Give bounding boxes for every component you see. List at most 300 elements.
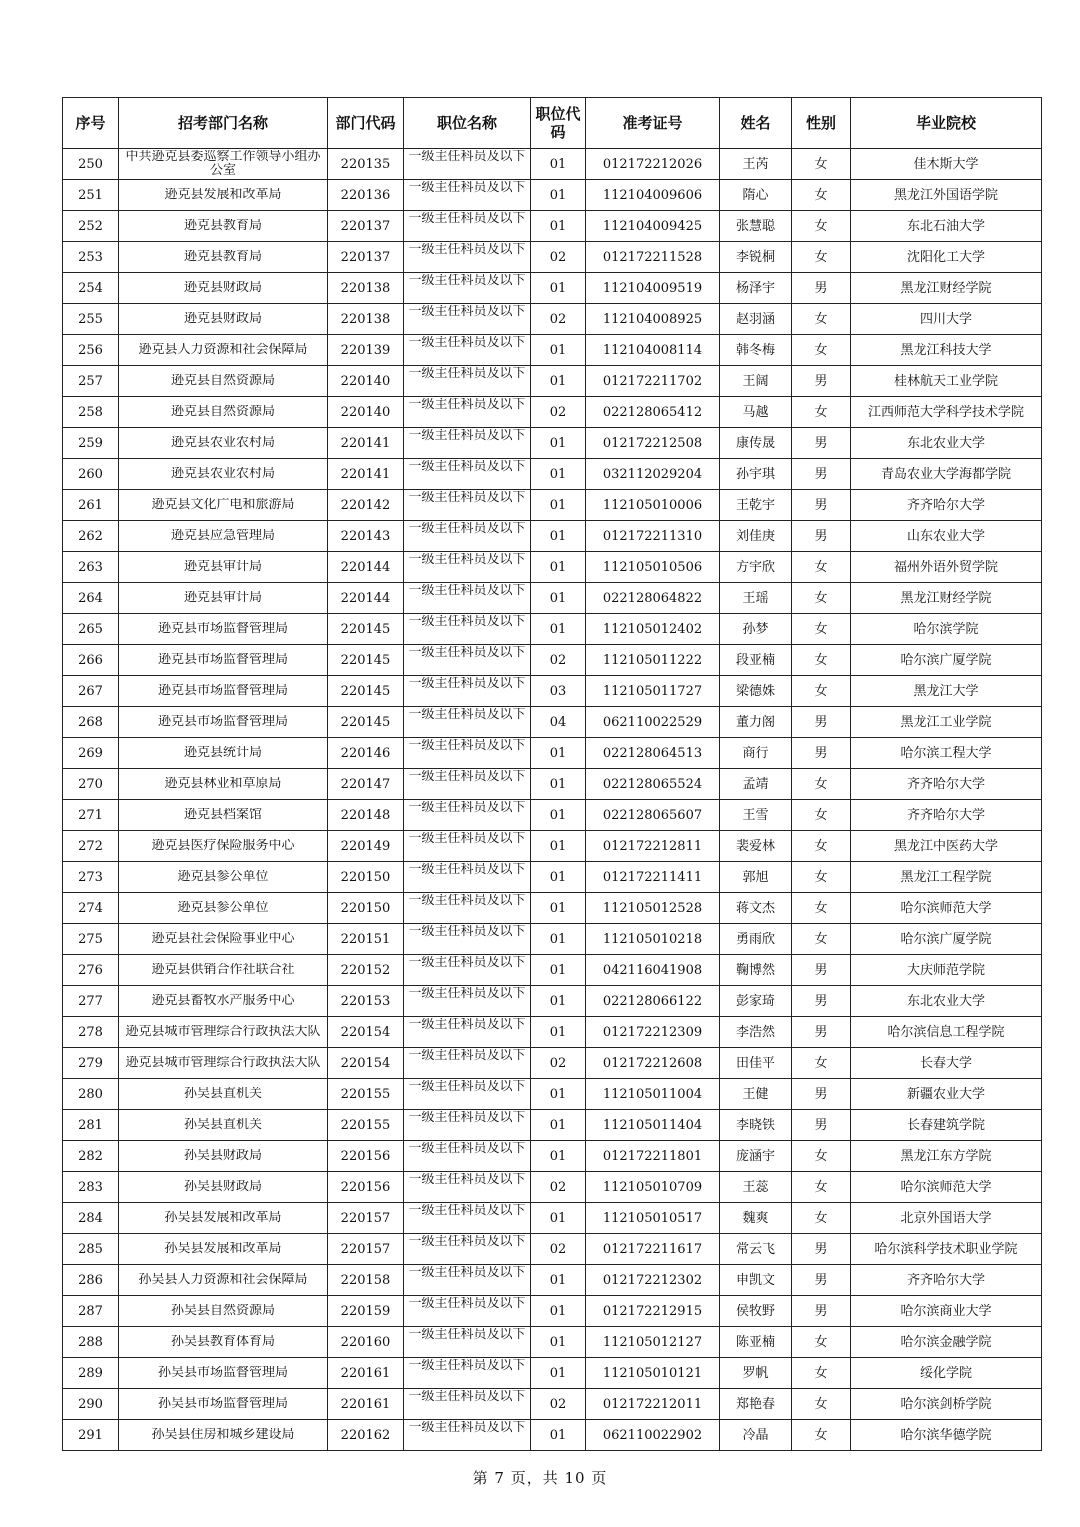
cell-dept-code bbox=[328, 149, 404, 180]
cell-exam-id bbox=[586, 645, 720, 676]
cell-school-text: 哈尔滨信息工程学院 bbox=[887, 1024, 1005, 1040]
cell-dept-name-text: 孙吴县人力资源和社会保障局 bbox=[138, 1273, 308, 1287]
cell-school bbox=[851, 645, 1042, 676]
cell-dept-code-text: 220153 bbox=[340, 993, 391, 1009]
cell-name-text: 孟靖 bbox=[742, 776, 769, 792]
table-row bbox=[63, 1048, 1042, 1079]
cell-position-name-text: 一级主任科员及以下 bbox=[408, 1018, 526, 1032]
cell-exam-id-text: 022128065607 bbox=[602, 807, 703, 823]
cell-position-name bbox=[404, 552, 531, 583]
cell-position-code-text: 03 bbox=[549, 683, 567, 699]
cell-school bbox=[851, 769, 1042, 800]
cell-name-text: 李浩然 bbox=[735, 1024, 775, 1040]
cell-gender bbox=[792, 459, 851, 490]
cell-position-code bbox=[531, 1141, 586, 1172]
cell-school-text: 黑龙江大学 bbox=[913, 683, 979, 699]
cell-name bbox=[720, 490, 792, 521]
cell-position-name-text: 一级主任科员及以下 bbox=[408, 1359, 526, 1373]
cell-dept-code-text: 220140 bbox=[340, 404, 391, 420]
cell-school-text: 哈尔滨金融学院 bbox=[900, 1334, 992, 1350]
table-row bbox=[63, 862, 1042, 893]
cell-dept-name-text: 孙吴县住房和城乡建设局 bbox=[151, 1428, 295, 1442]
col-header-dept-name: 招考部门名称 bbox=[119, 98, 328, 149]
cell-position-name bbox=[404, 1110, 531, 1141]
cell-gender bbox=[792, 955, 851, 986]
cell-position-name bbox=[404, 893, 531, 924]
cell-position-code bbox=[531, 676, 586, 707]
cell-name bbox=[720, 583, 792, 614]
cell-school-text: 福州外语外贸学院 bbox=[893, 559, 998, 575]
cell-exam-id-text: 112105011404 bbox=[602, 1117, 703, 1133]
cell-name bbox=[720, 1048, 792, 1079]
cell-school bbox=[851, 1079, 1042, 1110]
cell-dept-name-text: 逊克县统计局 bbox=[183, 746, 262, 760]
cell-name-text: 常云飞 bbox=[735, 1241, 775, 1257]
col-header-exam-id: 准考证号 bbox=[586, 98, 720, 149]
cell-dept-name-text: 逊克县市场监督管理局 bbox=[157, 684, 288, 698]
cell-position-name bbox=[404, 583, 531, 614]
cell-position-name bbox=[404, 738, 531, 769]
cell-exam-id-text: 112104009425 bbox=[602, 218, 703, 234]
cell-name bbox=[720, 1327, 792, 1358]
cell-school-text: 哈尔滨科学技术职业学院 bbox=[874, 1241, 1018, 1257]
cell-name bbox=[720, 180, 792, 211]
cell-exam-id bbox=[586, 1265, 720, 1296]
cell-position-code bbox=[531, 1203, 586, 1234]
cell-dept-code bbox=[328, 180, 404, 211]
cell-gender bbox=[792, 1234, 851, 1265]
table-row bbox=[63, 769, 1042, 800]
cell-school bbox=[851, 180, 1042, 211]
cell-position-name bbox=[404, 397, 531, 428]
cell-name bbox=[720, 769, 792, 800]
cell-position-code-text: 01 bbox=[549, 931, 567, 947]
cell-position-name bbox=[404, 645, 531, 676]
cell-position-code bbox=[531, 1420, 586, 1451]
cell-name-text: 董力阁 bbox=[735, 714, 775, 730]
cell-seq-text: 285 bbox=[78, 1241, 103, 1257]
cell-name-text: 段亚楠 bbox=[735, 652, 775, 668]
cell-dept-code bbox=[328, 893, 404, 924]
cell-position-name-text: 一级主任科员及以下 bbox=[408, 584, 526, 598]
cell-dept-code-text: 220150 bbox=[340, 900, 391, 916]
cell-position-name-text: 一级主任科员及以下 bbox=[408, 1080, 526, 1094]
cell-exam-id-text: 022128064513 bbox=[602, 745, 703, 761]
cell-gender-text: 女 bbox=[814, 776, 828, 792]
cell-dept-name bbox=[119, 1017, 328, 1048]
cell-position-code-text: 01 bbox=[549, 1117, 567, 1133]
cell-school-text: 北京外国语大学 bbox=[900, 1210, 992, 1226]
cell-seq bbox=[63, 738, 119, 769]
cell-school bbox=[851, 1172, 1042, 1203]
cell-position-name-text: 一级主任科员及以下 bbox=[408, 677, 526, 691]
table-row bbox=[63, 1296, 1042, 1327]
cell-exam-id bbox=[586, 614, 720, 645]
cell-position-name bbox=[404, 769, 531, 800]
cell-dept-name bbox=[119, 893, 328, 924]
table-row bbox=[63, 397, 1042, 428]
cell-dept-name-text: 逊克县自然资源局 bbox=[170, 405, 275, 419]
cell-dept-name-text: 逊克县参公单位 bbox=[177, 901, 269, 915]
cell-position-name-text: 一级主任科员及以下 bbox=[408, 491, 526, 505]
cell-seq-text: 289 bbox=[78, 1365, 103, 1381]
cell-dept-code-text: 220151 bbox=[340, 931, 391, 947]
cell-exam-id bbox=[586, 831, 720, 862]
cell-seq bbox=[63, 1358, 119, 1389]
cell-exam-id-text: 042116041908 bbox=[602, 962, 703, 978]
cell-position-name-text: 一级主任科员及以下 bbox=[408, 181, 526, 195]
cell-position-name bbox=[404, 1172, 531, 1203]
cell-name bbox=[720, 211, 792, 242]
cell-school bbox=[851, 459, 1042, 490]
table-row bbox=[63, 1172, 1042, 1203]
cell-dept-code bbox=[328, 1172, 404, 1203]
cell-name-text: 王蕊 bbox=[742, 1179, 769, 1195]
cell-school bbox=[851, 676, 1042, 707]
cell-dept-code-text: 220146 bbox=[340, 745, 391, 761]
cell-gender-text: 女 bbox=[814, 652, 828, 668]
cell-position-code-text: 01 bbox=[549, 621, 567, 637]
cell-school bbox=[851, 304, 1042, 335]
cell-gender bbox=[792, 1296, 851, 1327]
cell-position-code bbox=[531, 1048, 586, 1079]
cell-gender-text: 男 bbox=[814, 993, 828, 1009]
cell-name bbox=[720, 552, 792, 583]
cell-dept-name bbox=[119, 335, 328, 366]
cell-school-text: 东北石油大学 bbox=[906, 218, 985, 234]
table-row bbox=[63, 211, 1042, 242]
cell-dept-name-text: 孙吴县直机关 bbox=[183, 1087, 262, 1101]
table-row bbox=[63, 738, 1042, 769]
cell-dept-name-text: 逊克县城市管理综合行政执法大队 bbox=[125, 1025, 321, 1039]
cell-dept-code bbox=[328, 1389, 404, 1420]
cell-name-text: 裴爱林 bbox=[735, 838, 775, 854]
cell-dept-name bbox=[119, 273, 328, 304]
cell-position-code bbox=[531, 614, 586, 645]
cell-name-text: 魏爽 bbox=[742, 1210, 769, 1226]
cell-exam-id-text: 112105010709 bbox=[602, 1179, 703, 1195]
cell-school-text: 黑龙江科技大学 bbox=[900, 342, 992, 358]
cell-school bbox=[851, 366, 1042, 397]
cell-dept-name-text: 逊克县教育局 bbox=[183, 219, 262, 233]
cell-school-text: 黑龙江工业学院 bbox=[900, 714, 992, 730]
cell-dept-name bbox=[119, 1141, 328, 1172]
cell-gender bbox=[792, 149, 851, 180]
cell-name bbox=[720, 149, 792, 180]
cell-seq bbox=[63, 1296, 119, 1327]
cell-seq-text: 263 bbox=[78, 559, 103, 575]
cell-position-code bbox=[531, 397, 586, 428]
cell-dept-code-text: 220137 bbox=[340, 249, 391, 265]
cell-exam-id-text: 112105010006 bbox=[602, 497, 703, 513]
cell-exam-id bbox=[586, 1327, 720, 1358]
cell-position-name bbox=[404, 1141, 531, 1172]
cell-position-code bbox=[531, 769, 586, 800]
cell-position-code-text: 01 bbox=[549, 1303, 567, 1319]
cell-position-name bbox=[404, 1420, 531, 1451]
cell-exam-id bbox=[586, 1358, 720, 1389]
cell-seq bbox=[63, 1327, 119, 1358]
cell-gender bbox=[792, 583, 851, 614]
cell-position-code-text: 02 bbox=[549, 1055, 567, 1071]
cell-name-text: 康传晟 bbox=[735, 435, 775, 451]
table-row bbox=[63, 986, 1042, 1017]
cell-name-text: 李晓铁 bbox=[735, 1117, 775, 1133]
cell-dept-name bbox=[119, 552, 328, 583]
cell-name bbox=[720, 1389, 792, 1420]
cell-school bbox=[851, 1203, 1042, 1234]
cell-dept-code bbox=[328, 769, 404, 800]
cell-dept-name bbox=[119, 924, 328, 955]
cell-dept-name bbox=[119, 490, 328, 521]
cell-school bbox=[851, 1141, 1042, 1172]
cell-position-code bbox=[531, 1110, 586, 1141]
cell-dept-code-text: 220155 bbox=[340, 1117, 391, 1133]
cell-dept-name bbox=[119, 862, 328, 893]
cell-position-code-text: 01 bbox=[549, 869, 567, 885]
cell-school-text: 长春建筑学院 bbox=[906, 1117, 985, 1133]
cell-gender bbox=[792, 1420, 851, 1451]
cell-position-code-text: 04 bbox=[549, 714, 567, 730]
cell-dept-name-text: 逊克县财政局 bbox=[183, 312, 262, 326]
cell-school-text: 齐齐哈尔大学 bbox=[906, 497, 985, 513]
cell-gender-text: 女 bbox=[814, 249, 828, 265]
cell-gender bbox=[792, 769, 851, 800]
table-row bbox=[63, 1234, 1042, 1265]
cell-school bbox=[851, 1420, 1042, 1451]
cell-seq-text: 266 bbox=[78, 652, 103, 668]
cell-position-name bbox=[404, 862, 531, 893]
cell-dept-name-text: 逊克县应急管理局 bbox=[170, 529, 275, 543]
cell-gender bbox=[792, 924, 851, 955]
cell-school bbox=[851, 273, 1042, 304]
cell-position-code-text: 01 bbox=[549, 156, 567, 172]
cell-seq bbox=[63, 955, 119, 986]
cell-name-text: 赵羽涵 bbox=[735, 311, 775, 327]
cell-seq bbox=[63, 335, 119, 366]
cell-school-text: 齐齐哈尔大学 bbox=[906, 1272, 985, 1288]
cell-seq-text: 277 bbox=[78, 993, 103, 1009]
cell-name-text: 王雪 bbox=[742, 807, 769, 823]
cell-dept-name bbox=[119, 428, 328, 459]
cell-name bbox=[720, 645, 792, 676]
cell-school-text: 沈阳化工大学 bbox=[906, 249, 985, 265]
cell-dept-name bbox=[119, 242, 328, 273]
cell-gender bbox=[792, 893, 851, 924]
cell-seq bbox=[63, 1141, 119, 1172]
col-header-gender: 性别 bbox=[792, 98, 851, 149]
cell-exam-id-text: 012172211411 bbox=[602, 869, 703, 885]
cell-dept-name bbox=[119, 1296, 328, 1327]
cell-seq bbox=[63, 1234, 119, 1265]
cell-dept-code bbox=[328, 738, 404, 769]
cell-name-text: 郑艳春 bbox=[735, 1396, 775, 1412]
cell-seq-text: 273 bbox=[78, 869, 103, 885]
cell-exam-id-text: 062110022529 bbox=[602, 714, 703, 730]
cell-dept-name bbox=[119, 211, 328, 242]
cell-dept-code-text: 220135 bbox=[340, 156, 391, 172]
cell-position-name-text: 一级主任科员及以下 bbox=[408, 1111, 526, 1125]
cell-gender-text: 女 bbox=[814, 807, 828, 823]
cell-school bbox=[851, 1296, 1042, 1327]
cell-position-code-text: 01 bbox=[549, 776, 567, 792]
cell-dept-code-text: 220137 bbox=[340, 218, 391, 234]
cell-school-text: 哈尔滨华德学院 bbox=[900, 1427, 992, 1443]
cell-position-name-text: 一级主任科员及以下 bbox=[408, 863, 526, 877]
cell-exam-id bbox=[586, 304, 720, 335]
table-row bbox=[63, 521, 1042, 552]
cell-name-text: 李锐桐 bbox=[735, 249, 775, 265]
table-row bbox=[63, 645, 1042, 676]
cell-name bbox=[720, 986, 792, 1017]
cell-dept-name-text: 孙吴县教育体育局 bbox=[170, 1335, 275, 1349]
cell-exam-id-text: 112105012127 bbox=[602, 1334, 703, 1350]
cell-dept-code bbox=[328, 707, 404, 738]
cell-name bbox=[720, 831, 792, 862]
cell-position-name bbox=[404, 831, 531, 862]
cell-dept-code-text: 220154 bbox=[340, 1024, 391, 1040]
cell-dept-name-text: 孙吴县财政局 bbox=[183, 1180, 262, 1194]
cell-position-name-text: 一级主任科员及以下 bbox=[408, 739, 526, 753]
cell-dept-code bbox=[328, 924, 404, 955]
cell-position-code-text: 01 bbox=[549, 1272, 567, 1288]
cell-school bbox=[851, 335, 1042, 366]
cell-dept-code bbox=[328, 800, 404, 831]
cell-position-code-text: 01 bbox=[549, 497, 567, 513]
cell-exam-id-text: 112105011004 bbox=[602, 1086, 703, 1102]
cell-seq bbox=[63, 893, 119, 924]
cell-position-name-text: 一级主任科员及以下 bbox=[408, 460, 526, 474]
cell-school-text: 东北农业大学 bbox=[906, 435, 985, 451]
cell-dept-code bbox=[328, 304, 404, 335]
cell-dept-name-text: 逊克县文化广电和旅游局 bbox=[151, 498, 295, 512]
cell-exam-id bbox=[586, 893, 720, 924]
cell-position-name bbox=[404, 1389, 531, 1420]
cell-position-name bbox=[404, 1234, 531, 1265]
col-header-position-code: 职位代码 bbox=[531, 98, 586, 149]
cell-seq bbox=[63, 1110, 119, 1141]
table-row bbox=[63, 273, 1042, 304]
cell-name-text: 勇雨欣 bbox=[735, 931, 775, 947]
cell-position-code-text: 02 bbox=[549, 1179, 567, 1195]
cell-dept-name-text: 逊克县社会保险事业中心 bbox=[151, 932, 295, 946]
cell-dept-code-text: 220136 bbox=[340, 187, 391, 203]
cell-position-code bbox=[531, 552, 586, 583]
cell-school-text: 桂林航天工业学院 bbox=[893, 373, 998, 389]
cell-dept-name bbox=[119, 1079, 328, 1110]
cell-name bbox=[720, 428, 792, 459]
cell-dept-code bbox=[328, 1017, 404, 1048]
cell-exam-id-text: 032112029204 bbox=[602, 466, 703, 482]
cell-seq-text: 276 bbox=[78, 962, 103, 978]
cell-position-code bbox=[531, 800, 586, 831]
cell-gender-text: 女 bbox=[814, 218, 828, 234]
cell-position-name-text: 一级主任科员及以下 bbox=[408, 522, 526, 536]
cell-position-name-text: 一级主任科员及以下 bbox=[408, 212, 526, 226]
cell-seq-text: 274 bbox=[78, 900, 103, 916]
cell-seq-text: 257 bbox=[78, 373, 103, 389]
cell-position-code bbox=[531, 645, 586, 676]
cell-school bbox=[851, 242, 1042, 273]
cell-exam-id-text: 012172212026 bbox=[602, 156, 703, 172]
table-row bbox=[63, 552, 1042, 583]
cell-position-name-text: 一级主任科员及以下 bbox=[408, 1235, 526, 1249]
cell-gender bbox=[792, 1203, 851, 1234]
cell-dept-name bbox=[119, 986, 328, 1017]
cell-exam-id bbox=[586, 1203, 720, 1234]
cell-gender bbox=[792, 1110, 851, 1141]
cell-exam-id-text: 022128064822 bbox=[602, 590, 703, 606]
cell-dept-name-text: 逊克县农业农村局 bbox=[170, 436, 275, 450]
cell-dept-code bbox=[328, 366, 404, 397]
cell-dept-name bbox=[119, 583, 328, 614]
cell-dept-name bbox=[119, 676, 328, 707]
cell-position-code bbox=[531, 1017, 586, 1048]
cell-exam-id-text: 012172211617 bbox=[602, 1241, 703, 1257]
cell-dept-code bbox=[328, 211, 404, 242]
cell-school-text: 哈尔滨商业大学 bbox=[900, 1303, 992, 1319]
cell-dept-code-text: 220157 bbox=[340, 1210, 391, 1226]
cell-seq bbox=[63, 459, 119, 490]
cell-position-code bbox=[531, 707, 586, 738]
cell-position-code-text: 01 bbox=[549, 745, 567, 761]
cell-name-text: 郭旭 bbox=[742, 869, 769, 885]
cell-school-text: 齐齐哈尔大学 bbox=[906, 776, 985, 792]
cell-seq bbox=[63, 366, 119, 397]
cell-school bbox=[851, 1017, 1042, 1048]
cell-name bbox=[720, 304, 792, 335]
cell-dept-name bbox=[119, 1265, 328, 1296]
cell-school-text: 佳木斯大学 bbox=[913, 156, 979, 172]
cell-name-text: 庞涵宇 bbox=[735, 1148, 775, 1164]
cell-school-text: 大庆师范学院 bbox=[906, 962, 985, 978]
cell-name bbox=[720, 521, 792, 552]
cell-school bbox=[851, 490, 1042, 521]
cell-position-name-text: 一级主任科员及以下 bbox=[408, 1173, 526, 1187]
cell-gender-text: 男 bbox=[814, 1272, 828, 1288]
cell-seq-text: 258 bbox=[78, 404, 103, 420]
cell-position-name-text: 一级主任科员及以下 bbox=[408, 150, 526, 164]
cell-gender-text: 男 bbox=[814, 962, 828, 978]
cell-gender bbox=[792, 490, 851, 521]
table-row bbox=[63, 707, 1042, 738]
cell-dept-code-text: 220141 bbox=[340, 435, 391, 451]
cell-gender bbox=[792, 211, 851, 242]
cell-position-name-text: 一级主任科员及以下 bbox=[408, 398, 526, 412]
cell-position-code-text: 01 bbox=[549, 900, 567, 916]
cell-position-code-text: 02 bbox=[549, 404, 567, 420]
cell-exam-id bbox=[586, 1048, 720, 1079]
cell-position-code bbox=[531, 304, 586, 335]
cell-name-text: 张慧聪 bbox=[735, 218, 775, 234]
cell-dept-code-text: 220144 bbox=[340, 559, 391, 575]
cell-seq bbox=[63, 1265, 119, 1296]
cell-gender bbox=[792, 1327, 851, 1358]
cell-school bbox=[851, 1327, 1042, 1358]
cell-dept-code bbox=[328, 986, 404, 1017]
cell-position-code-text: 01 bbox=[549, 373, 567, 389]
cell-dept-code-text: 220150 bbox=[340, 869, 391, 885]
cell-dept-name bbox=[119, 1389, 328, 1420]
cell-position-name-text: 一级主任科员及以下 bbox=[408, 1421, 526, 1435]
cell-dept-code bbox=[328, 397, 404, 428]
cell-position-code bbox=[531, 521, 586, 552]
cell-school-text: 齐齐哈尔大学 bbox=[906, 807, 985, 823]
cell-school bbox=[851, 955, 1042, 986]
cell-name-text: 侯牧野 bbox=[735, 1303, 775, 1319]
cell-gender bbox=[792, 397, 851, 428]
cell-exam-id bbox=[586, 1420, 720, 1451]
